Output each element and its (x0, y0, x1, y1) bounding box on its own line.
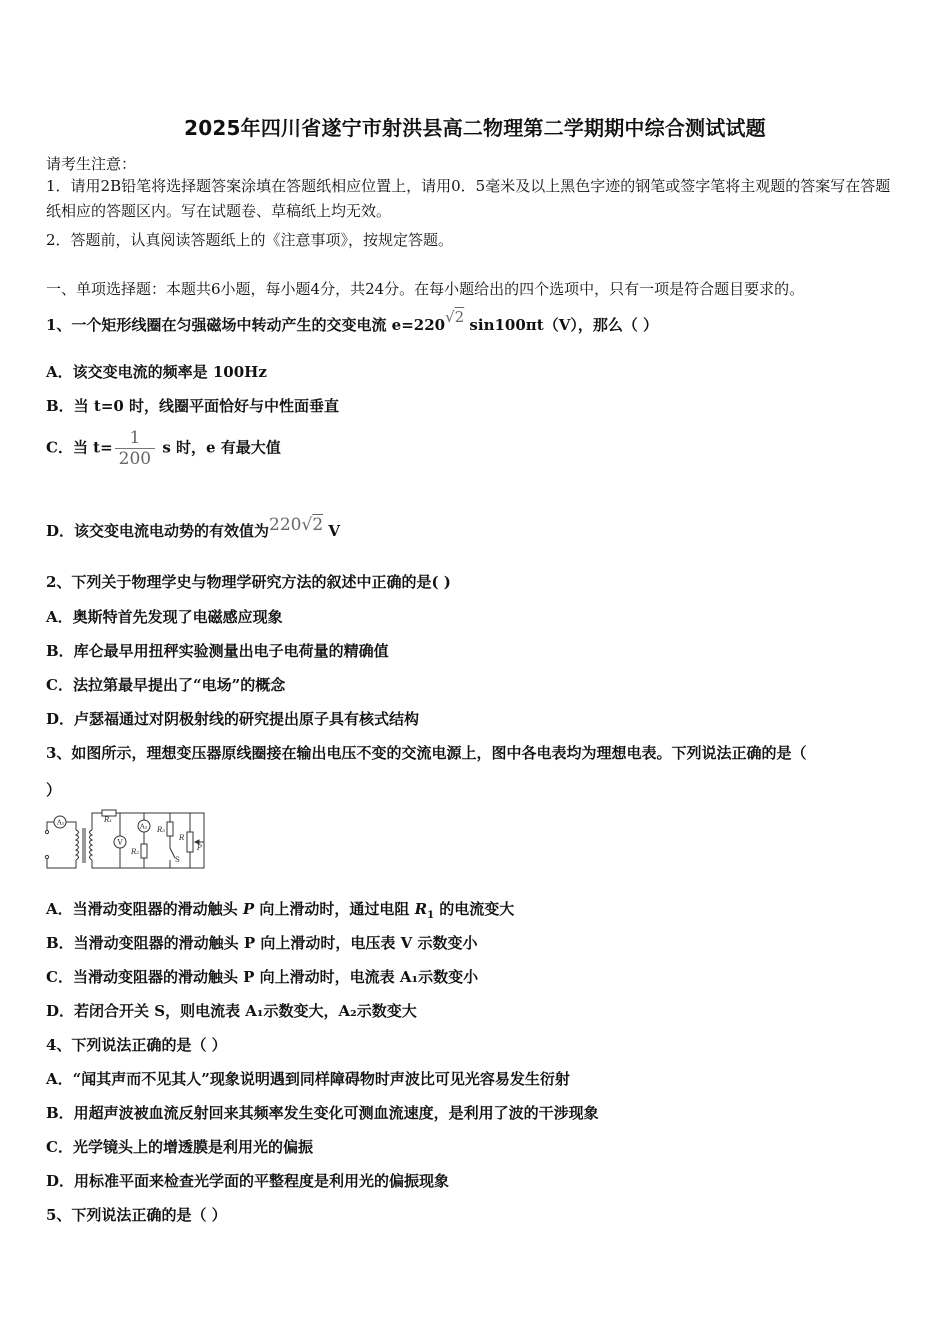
primary-coil (76, 830, 79, 860)
q1-d-sqrt-value: 2 (312, 515, 324, 535)
q3-option-d: D．若闭合开关 S，则电流表 A₁示数变大，A₂示数变大 (46, 1002, 417, 1020)
fraction-denominator: 200 (118, 449, 152, 469)
q1-option-a: A．该交变电流的频率是 100Hz (46, 363, 267, 381)
question-3-stem-end: ） (46, 781, 62, 799)
q3-a-r: R (414, 900, 428, 918)
page-title: 2025年四川省遂宁市射洪县高二物理第二学期期中综合测试试题 (184, 116, 766, 140)
label-p: P (197, 844, 202, 852)
rheostat-r (187, 832, 193, 852)
label-s: S (175, 856, 180, 864)
label-r2: R₂ (131, 848, 140, 856)
question-1-stem (46, 308, 659, 335)
q3-a-mid: 向上滑动时，通过电阻 (254, 900, 415, 918)
q1-d-number: 220 (269, 515, 302, 535)
q1-stem-pre: 1、一个矩形线圈在匀强磁场中转动产生的交变电流 e=220 (46, 316, 446, 334)
resistor-r3 (167, 822, 173, 836)
q1-stem-post: sin100πt（V），那么（ ） (464, 316, 659, 334)
q4-option-c: C．光学镜头上的增透膜是利用光的偏振 (46, 1138, 313, 1156)
q1-c-pre: C．当 t= (46, 438, 113, 457)
label-a2: A₂ (140, 822, 148, 831)
section-heading: 一、单项选择题：本题共6小题，每小题4分，共24分。在每小题给出的四个选项中，只有一项是符合题目要求的。 (46, 280, 805, 298)
question-3-stem: 3、如图所示，理想变压器原线圈接在输出电压不变的交流电源上，图中各电表均为理想电表。下列说法正确的是（ (46, 744, 807, 762)
wire-primary-bottom (47, 859, 76, 868)
q2-option-d: D．卢瑟福通过对阴极射线的研究提出原子具有核式结构 (46, 710, 420, 728)
label-v: V (117, 838, 123, 847)
q4-option-b: B．用超声波被血流反射回来其频率发生变化可测血流速度，是利用了波的干涉现象 (46, 1104, 599, 1122)
wire-secondary-top (92, 813, 102, 830)
secondary-coil (90, 830, 93, 860)
q3-option-b: B．当滑动变阻器的滑动触头 P 向上滑动时，电压表 V 示数变小 (46, 934, 478, 952)
q3-option-c: C．当滑动变阻器的滑动触头 P 向上滑动时，电流表 A₁示数变小 (46, 968, 479, 986)
wire-primary-top-left (47, 822, 54, 830)
resistor-r2 (141, 844, 147, 858)
fraction (115, 428, 155, 469)
label-a1: A₁ (57, 818, 65, 827)
notice-item-2: 2．答题前，认真阅读答题纸上的《注意事项》，按规定答题。 (46, 231, 454, 249)
q2-option-a: A．奥斯特首先发现了电磁感应现象 (46, 608, 283, 626)
source-terminal-bottom (45, 855, 48, 858)
q4-option-d: D．用标准平面来检查光学面的平整程度是利用光的偏振现象 (46, 1172, 450, 1190)
q3-a-p: P (242, 900, 255, 918)
transformer-circuit-diagram (44, 808, 209, 872)
notice-item-1: 1．请用2B铅笔将选择题答案涂填在答题纸相应位置上，请用0．5毫米及以上黑色字迹的钢笔或签字笔将主观题的答案写在答题纸相应的答题区内。写在试题卷、草稿纸上均无效。 (46, 177, 891, 220)
q1-c-post: s 时，e 有最大值 (157, 438, 281, 457)
q3-option-a (46, 898, 514, 921)
label-r: R (179, 834, 185, 842)
q3-a-post: 的电流变大 (434, 900, 515, 918)
q3-a-pre: A．当滑动变阻器的滑动触头 (46, 900, 243, 918)
q1-d-post: V (323, 522, 341, 540)
fraction-numerator: 1 (115, 428, 155, 449)
question-4-stem: 4、下列说法正确的是（ ） (46, 1036, 227, 1054)
q1-option-d (46, 515, 341, 541)
question-2-stem: 2、下列关于物理学史与物理学研究方法的叙述中正确的是( ) (46, 573, 451, 591)
q4-option-a: A．“闻其声而不见其人”现象说明遇到同样障碍物时声波比可见光容易发生衍射 (46, 1070, 570, 1088)
q2-option-b: B．库仑最早用扭秤实验测量出电子电荷量的精确值 (46, 642, 389, 660)
source-terminal-top (45, 830, 48, 833)
wire-primary-top-right (66, 822, 76, 830)
notice-heading: 请考生注意： (46, 155, 137, 173)
question-5-stem: 5、下列说法正确的是（ ） (46, 1206, 227, 1224)
q1-option-b: B．当 t=0 时，线圈平面恰好与中性面垂直 (46, 397, 340, 415)
q1-d-pre: D．该交变电流电动势的有效值为 (46, 522, 270, 540)
sqrt-icon: √2 (445, 308, 465, 326)
q1-d-math (269, 515, 323, 535)
q1-option-c (46, 428, 281, 469)
label-r1: R₁ (104, 816, 113, 824)
q3-a-sub: 1 (427, 910, 435, 921)
sqrt-icon: √ (301, 515, 313, 535)
q2-option-c: C．法拉第最早提出了“电场”的概念 (46, 676, 286, 694)
label-r3: R₃ (157, 826, 166, 834)
switch-s-icon (170, 836, 175, 858)
q1-sqrt-value: 2 (454, 308, 465, 326)
